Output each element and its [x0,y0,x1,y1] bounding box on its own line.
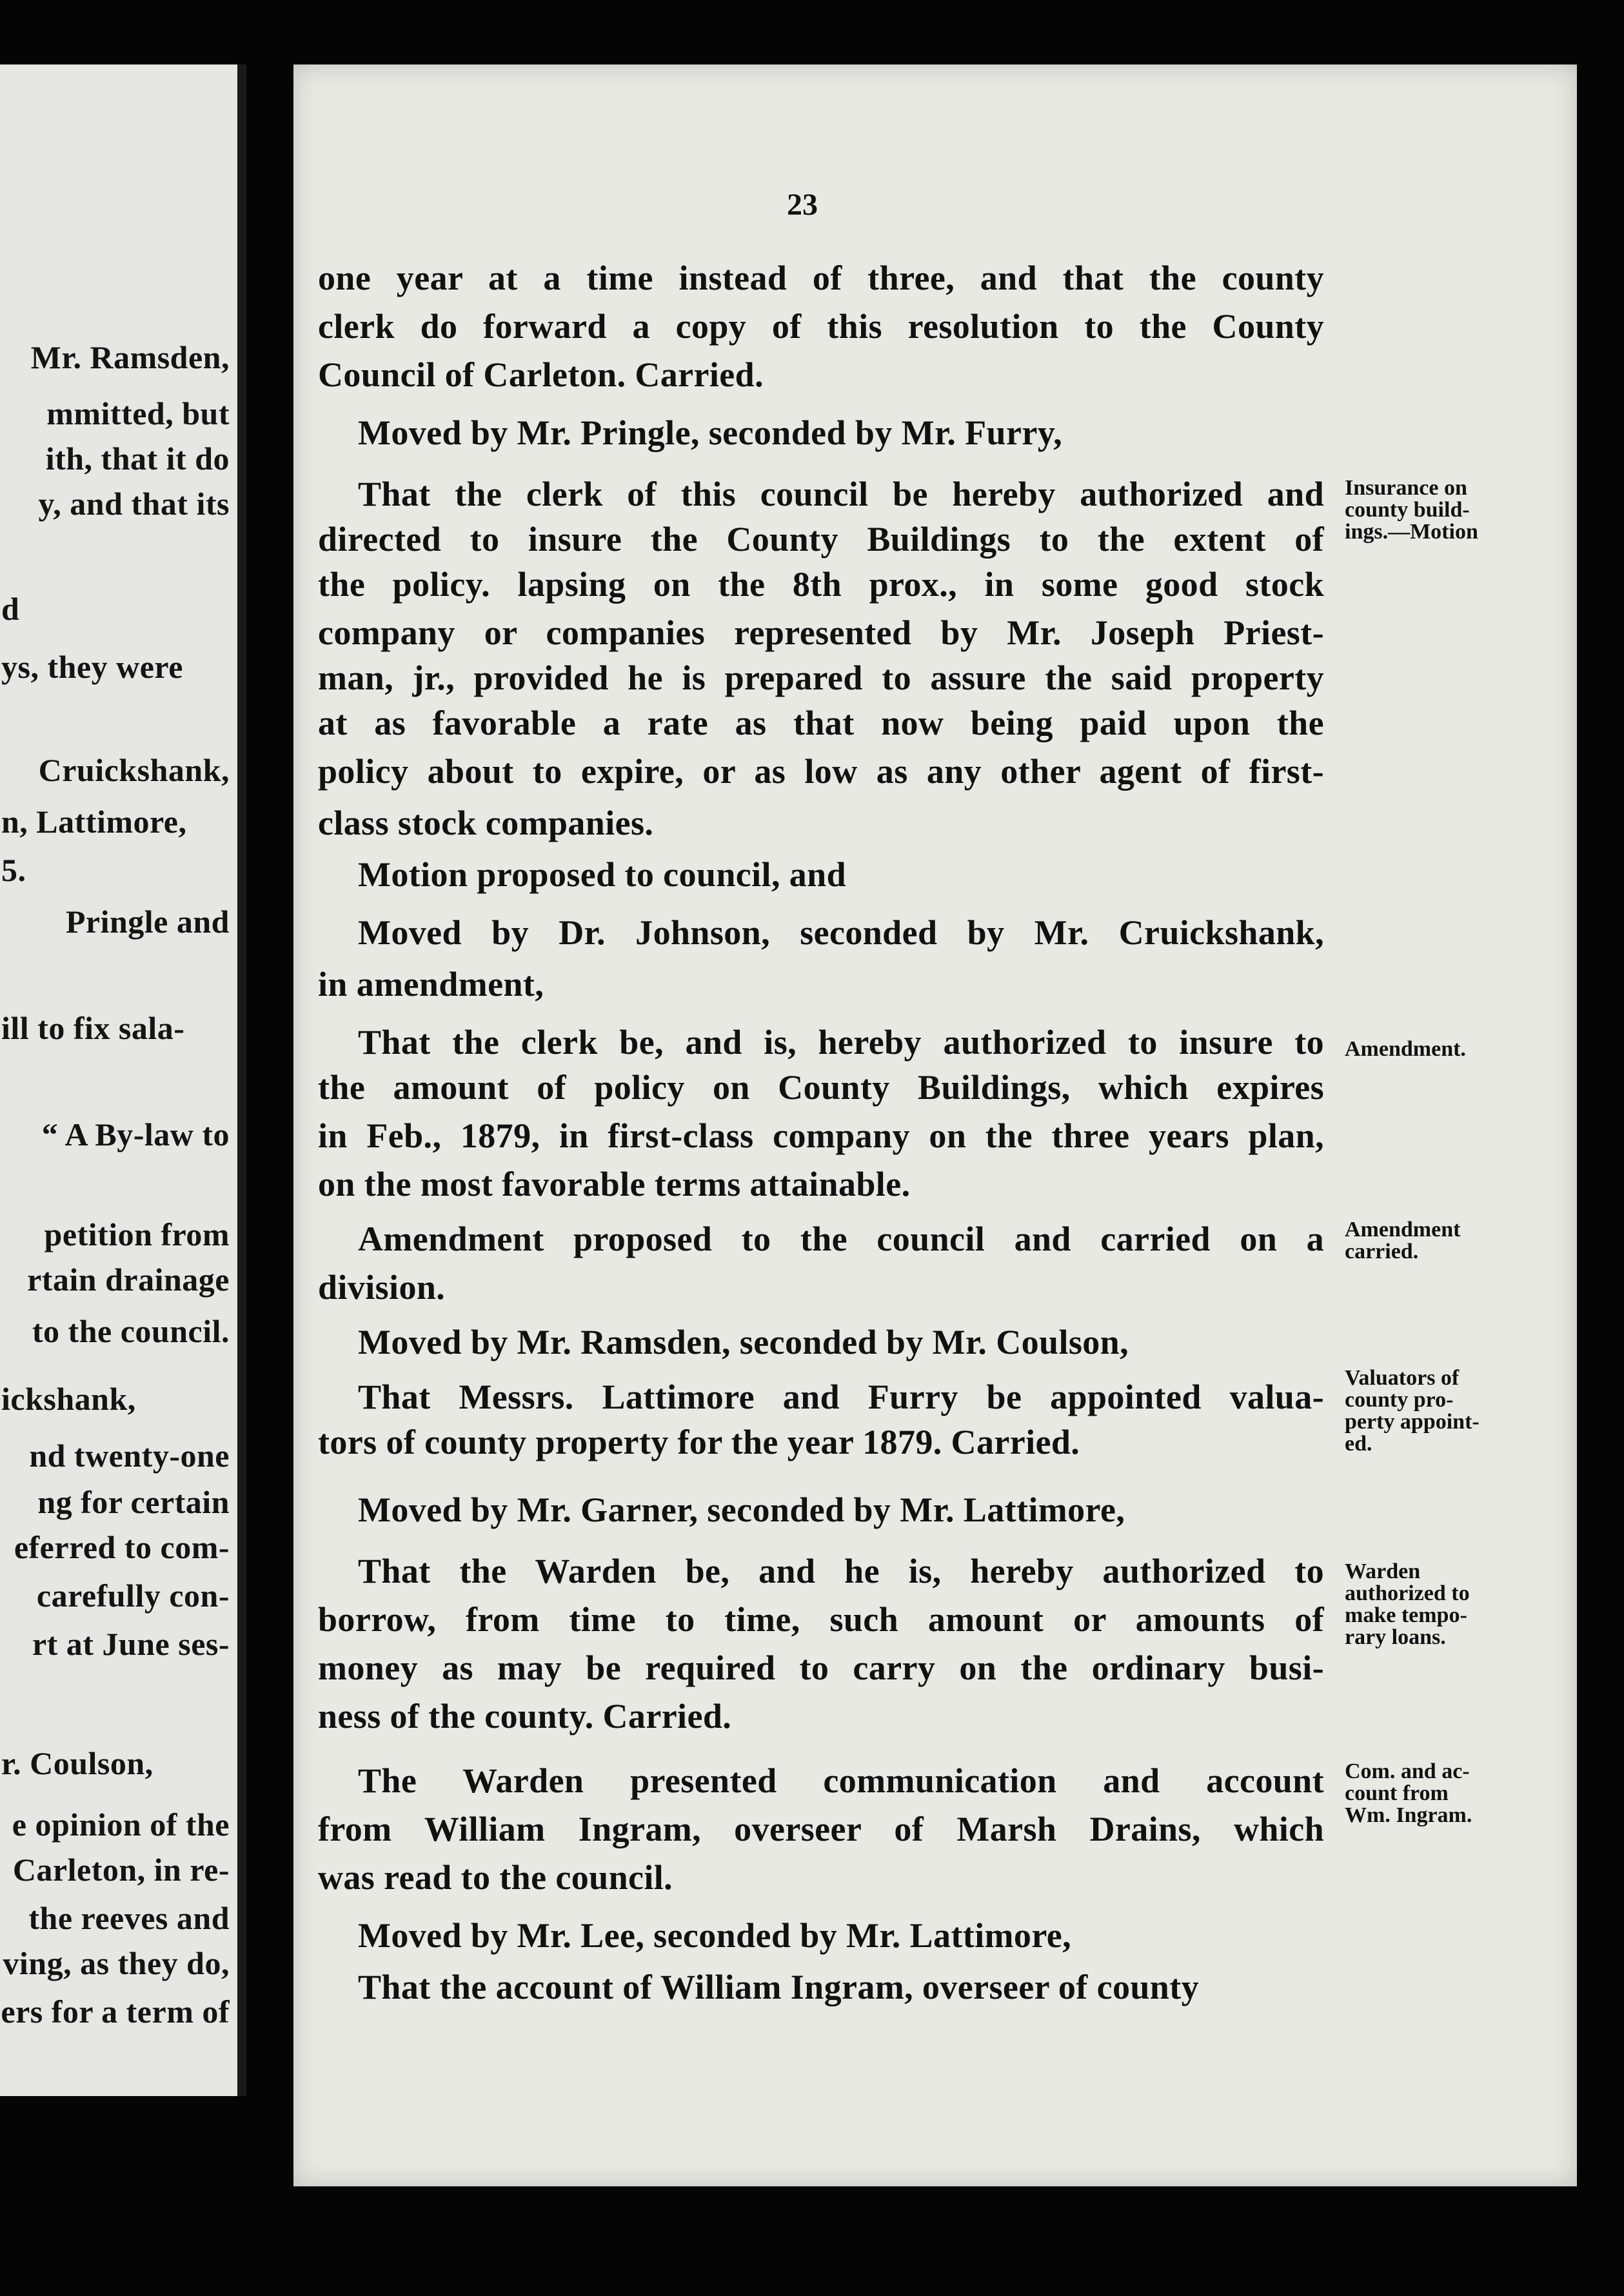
margin-note [1345,1561,1538,1648]
page-number: 23 [787,188,818,222]
margin-note-line: ings.—Motion [1345,520,1478,544]
margin-note-line: carried. [1345,1240,1419,1263]
facing-page-line: mmitted, but [46,395,230,431]
facing-page-line: the reeves and [28,1900,230,1936]
body-line: Moved by Mr. Lee, seconded by Mr. Lattimore, [358,1916,1071,1955]
margin-note [1345,1038,1538,1060]
facing-page-line: petition from [44,1216,230,1252]
facing-page-line: rtain drainage [27,1262,230,1298]
body-line: at as favorable a rate as that now being paid upon the [318,704,1324,742]
body-line: borrow, from time to time, such amount or amounts of [318,1600,1324,1639]
body-line: the amount of policy on County Buildings, which expires [318,1068,1324,1107]
body-line: Amendment proposed to the council and carried on a [358,1220,1324,1258]
facing-page-line: ith, that it do [45,440,230,477]
body-line: That the Warden be, and he is, hereby authorized to [358,1552,1324,1590]
facing-page-line: “ A By-law to [41,1116,230,1153]
margin-note-line: county pro- [1345,1388,1454,1412]
facing-page-line: Carleton, in re- [12,1852,230,1888]
margin-note-line: authorized to [1345,1581,1470,1605]
facing-page-line: ill to fix sala- [1,1010,185,1046]
body-line: Motion proposed to council, and [358,855,847,894]
margin-note-line: Amendment [1345,1218,1461,1242]
margin-note-line: perty appoint- [1345,1410,1480,1434]
body-line: That Messrs. Lattimore and Furry be appointed valua- [358,1378,1324,1416]
margin-note-line: Com. and ac- [1345,1759,1470,1783]
facing-page-line: carefully con- [36,1578,230,1614]
body-line: Moved by Mr. Garner, seconded by Mr. Lattimore, [358,1490,1125,1529]
facing-page-line: d [1,591,20,627]
facing-page-line: Mr. Ramsden, [30,339,230,375]
margin-note-line: ed. [1345,1432,1372,1456]
body-line: The Warden presented communication and account [358,1761,1324,1800]
facing-page-line: nd twenty-one [29,1438,230,1474]
body-line: company or companies represented by Mr. Joseph Priest- [318,613,1324,652]
body-line: class stock companies. [318,804,654,842]
body-line: Moved by Dr. Johnson, seconded by Mr. Cruickshank, [358,913,1324,952]
facing-page-line: y, and that its [38,486,230,522]
body-line: clerk do forward a copy of this resolution to the County [318,307,1324,346]
body-line: tors of county property for the year 1879. Carried. [318,1423,1080,1461]
body-line: money as may be required to carry on the ordinary busi- [318,1648,1324,1687]
margin-note [1345,477,1538,543]
facing-page-line: Cruickshank, [38,752,230,788]
facing-page [0,64,246,2096]
body-line: division. [318,1268,446,1307]
facing-page-line: ng for certain [37,1484,230,1520]
body-line: Moved by Mr. Pringle, seconded by Mr. Furry, [358,413,1063,452]
margin-note-line: Warden [1345,1559,1421,1583]
margin-note-line: Valuators of [1345,1366,1460,1390]
facing-page-line: e opinion of the [12,1806,230,1843]
facing-page-line: to the council. [32,1313,230,1349]
margin-note-line: Wm. Ingram. [1345,1803,1472,1827]
body-line: man, jr., provided he is prepared to assure the said property [318,658,1324,697]
facing-page-line: rt at June ses- [32,1626,230,1662]
body-line: ness of the county. Carried. [318,1697,732,1736]
body-line: in amendment, [318,965,544,1004]
body-line: Council of Carleton. Carried. [318,355,764,394]
margin-note [1345,1761,1538,1826]
facing-page-line: eferred to com- [14,1529,230,1565]
margin-note-line: count from [1345,1781,1449,1805]
facing-page-line: n, Lattimore, [1,804,187,840]
body-line: on the most favorable terms attainable. [318,1165,911,1203]
margin-note-line: Insurance on [1345,476,1467,500]
margin-note-line: county build- [1345,498,1470,522]
margin-note-line: Amendment. [1345,1037,1466,1061]
body-line: was read to the council. [318,1858,673,1897]
facing-page-line: ving, as they do, [3,1945,230,1981]
body-line: in Feb., 1879, in first-class company on the three years plan, [318,1116,1324,1155]
body-line: That the clerk be, and is, hereby authorized to insure to [358,1023,1324,1062]
facing-page-line: ys, they were [1,649,183,685]
facing-page-line: 5. [1,852,26,888]
body-line: Moved by Mr. Ramsden, seconded by Mr. Coulson, [358,1323,1129,1361]
body-line: directed to insure the County Buildings to the extent of [318,520,1324,559]
margin-note-line: rary loans. [1345,1625,1446,1649]
body-line: policy about to expire, or as low as any other agent of first- [318,752,1324,791]
body-line: That the account of William Ingram, overseer of county [358,1968,1199,2006]
body-line: That the clerk of this council be hereby authorized and [358,475,1324,513]
facing-page-line: r. Coulson, [1,1745,153,1781]
margin-note-line: make tempo- [1345,1603,1467,1627]
body-line: the policy. lapsing on the 8th prox., in some good stock [318,565,1324,604]
margin-note [1345,1219,1538,1263]
margin-note [1345,1367,1538,1455]
body-line: one year at a time instead of three, and that the county [318,259,1324,297]
body-line: from William Ingram, overseer of Marsh Drains, which [318,1810,1324,1848]
facing-page-line: ers for a term of [1,1994,230,2030]
facing-page-line: Pringle and [65,904,230,940]
facing-page-line: ickshank, [1,1381,136,1417]
